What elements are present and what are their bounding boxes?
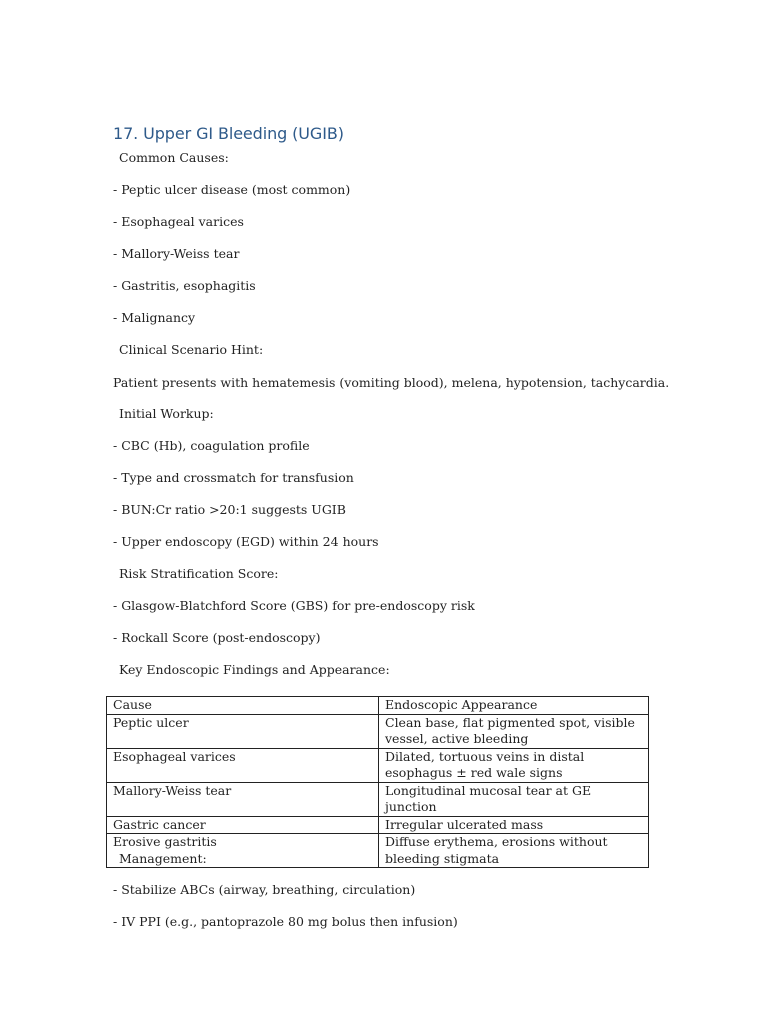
workup-item: - Type and crossmatch for transfusion: [113, 470, 354, 485]
management-item: - IV PPI (e.g., pantoprazole 80 mg bolus then infusion): [113, 914, 458, 929]
table-row: [107, 816, 649, 834]
cell-cause: Gastric cancer: [107, 816, 379, 834]
management-label: Management:: [119, 851, 207, 866]
findings-label: Key Endoscopic Findings and Appearance:: [119, 662, 390, 677]
workup-item: - CBC (Hb), coagulation profile: [113, 438, 310, 453]
cause-item: - Esophageal varices: [113, 214, 244, 229]
cell-appearance: Dilated, tortuous veins in distal esophagus ± red wale signs: [379, 748, 649, 782]
header-appearance: Endoscopic Appearance: [379, 697, 649, 715]
cell-cause: Peptic ulcer: [107, 714, 379, 748]
table-header-row: [107, 697, 649, 715]
cell-appearance: Diffuse erythema, erosions without bleeding stigmata: [379, 834, 649, 868]
cause-item: - Peptic ulcer disease (most common): [113, 182, 351, 197]
table-row: [107, 782, 649, 816]
cause-item: - Mallory-Weiss tear: [113, 246, 240, 261]
cause-item: - Malignancy: [113, 310, 196, 325]
workup-label: Initial Workup:: [119, 406, 214, 421]
table-row: [107, 748, 649, 782]
risk-label: Risk Stratification Score:: [119, 566, 279, 581]
cell-appearance: Longitudinal mucosal tear at GE junction: [379, 782, 649, 816]
cell-cause: Esophageal varices: [107, 748, 379, 782]
cell-cause: Erosive gastritis: [107, 834, 379, 868]
clinical-label: Clinical Scenario Hint:: [119, 342, 264, 357]
risk-item: - Rockall Score (post-endoscopy): [113, 630, 321, 645]
common-causes-label: Common Causes:: [119, 150, 229, 165]
workup-item: - BUN:Cr ratio >20:1 suggests UGIB: [113, 502, 346, 517]
cell-appearance: Irregular ulcerated mass: [379, 816, 649, 834]
header-cause: Cause: [107, 697, 379, 715]
cell-cause: Mallory-Weiss tear: [107, 782, 379, 816]
workup-item: - Upper endoscopy (EGD) within 24 hours: [113, 534, 379, 549]
section-heading: 17. Upper GI Bleeding (UGIB): [113, 124, 344, 143]
table-row: [107, 714, 649, 748]
management-item: - Stabilize ABCs (airway, breathing, circulation): [113, 882, 416, 897]
cause-item: - Gastritis, esophagitis: [113, 278, 256, 293]
findings-table: [106, 696, 649, 868]
risk-item: - Glasgow-Blatchford Score (GBS) for pre-endoscopy risk: [113, 598, 475, 613]
clinical-text: Patient presents with hematemesis (vomiting blood), melena, hypotension, tachycardia.: [113, 375, 670, 390]
cell-appearance: Clean base, flat pigmented spot, visible vessel, active bleeding: [379, 714, 649, 748]
